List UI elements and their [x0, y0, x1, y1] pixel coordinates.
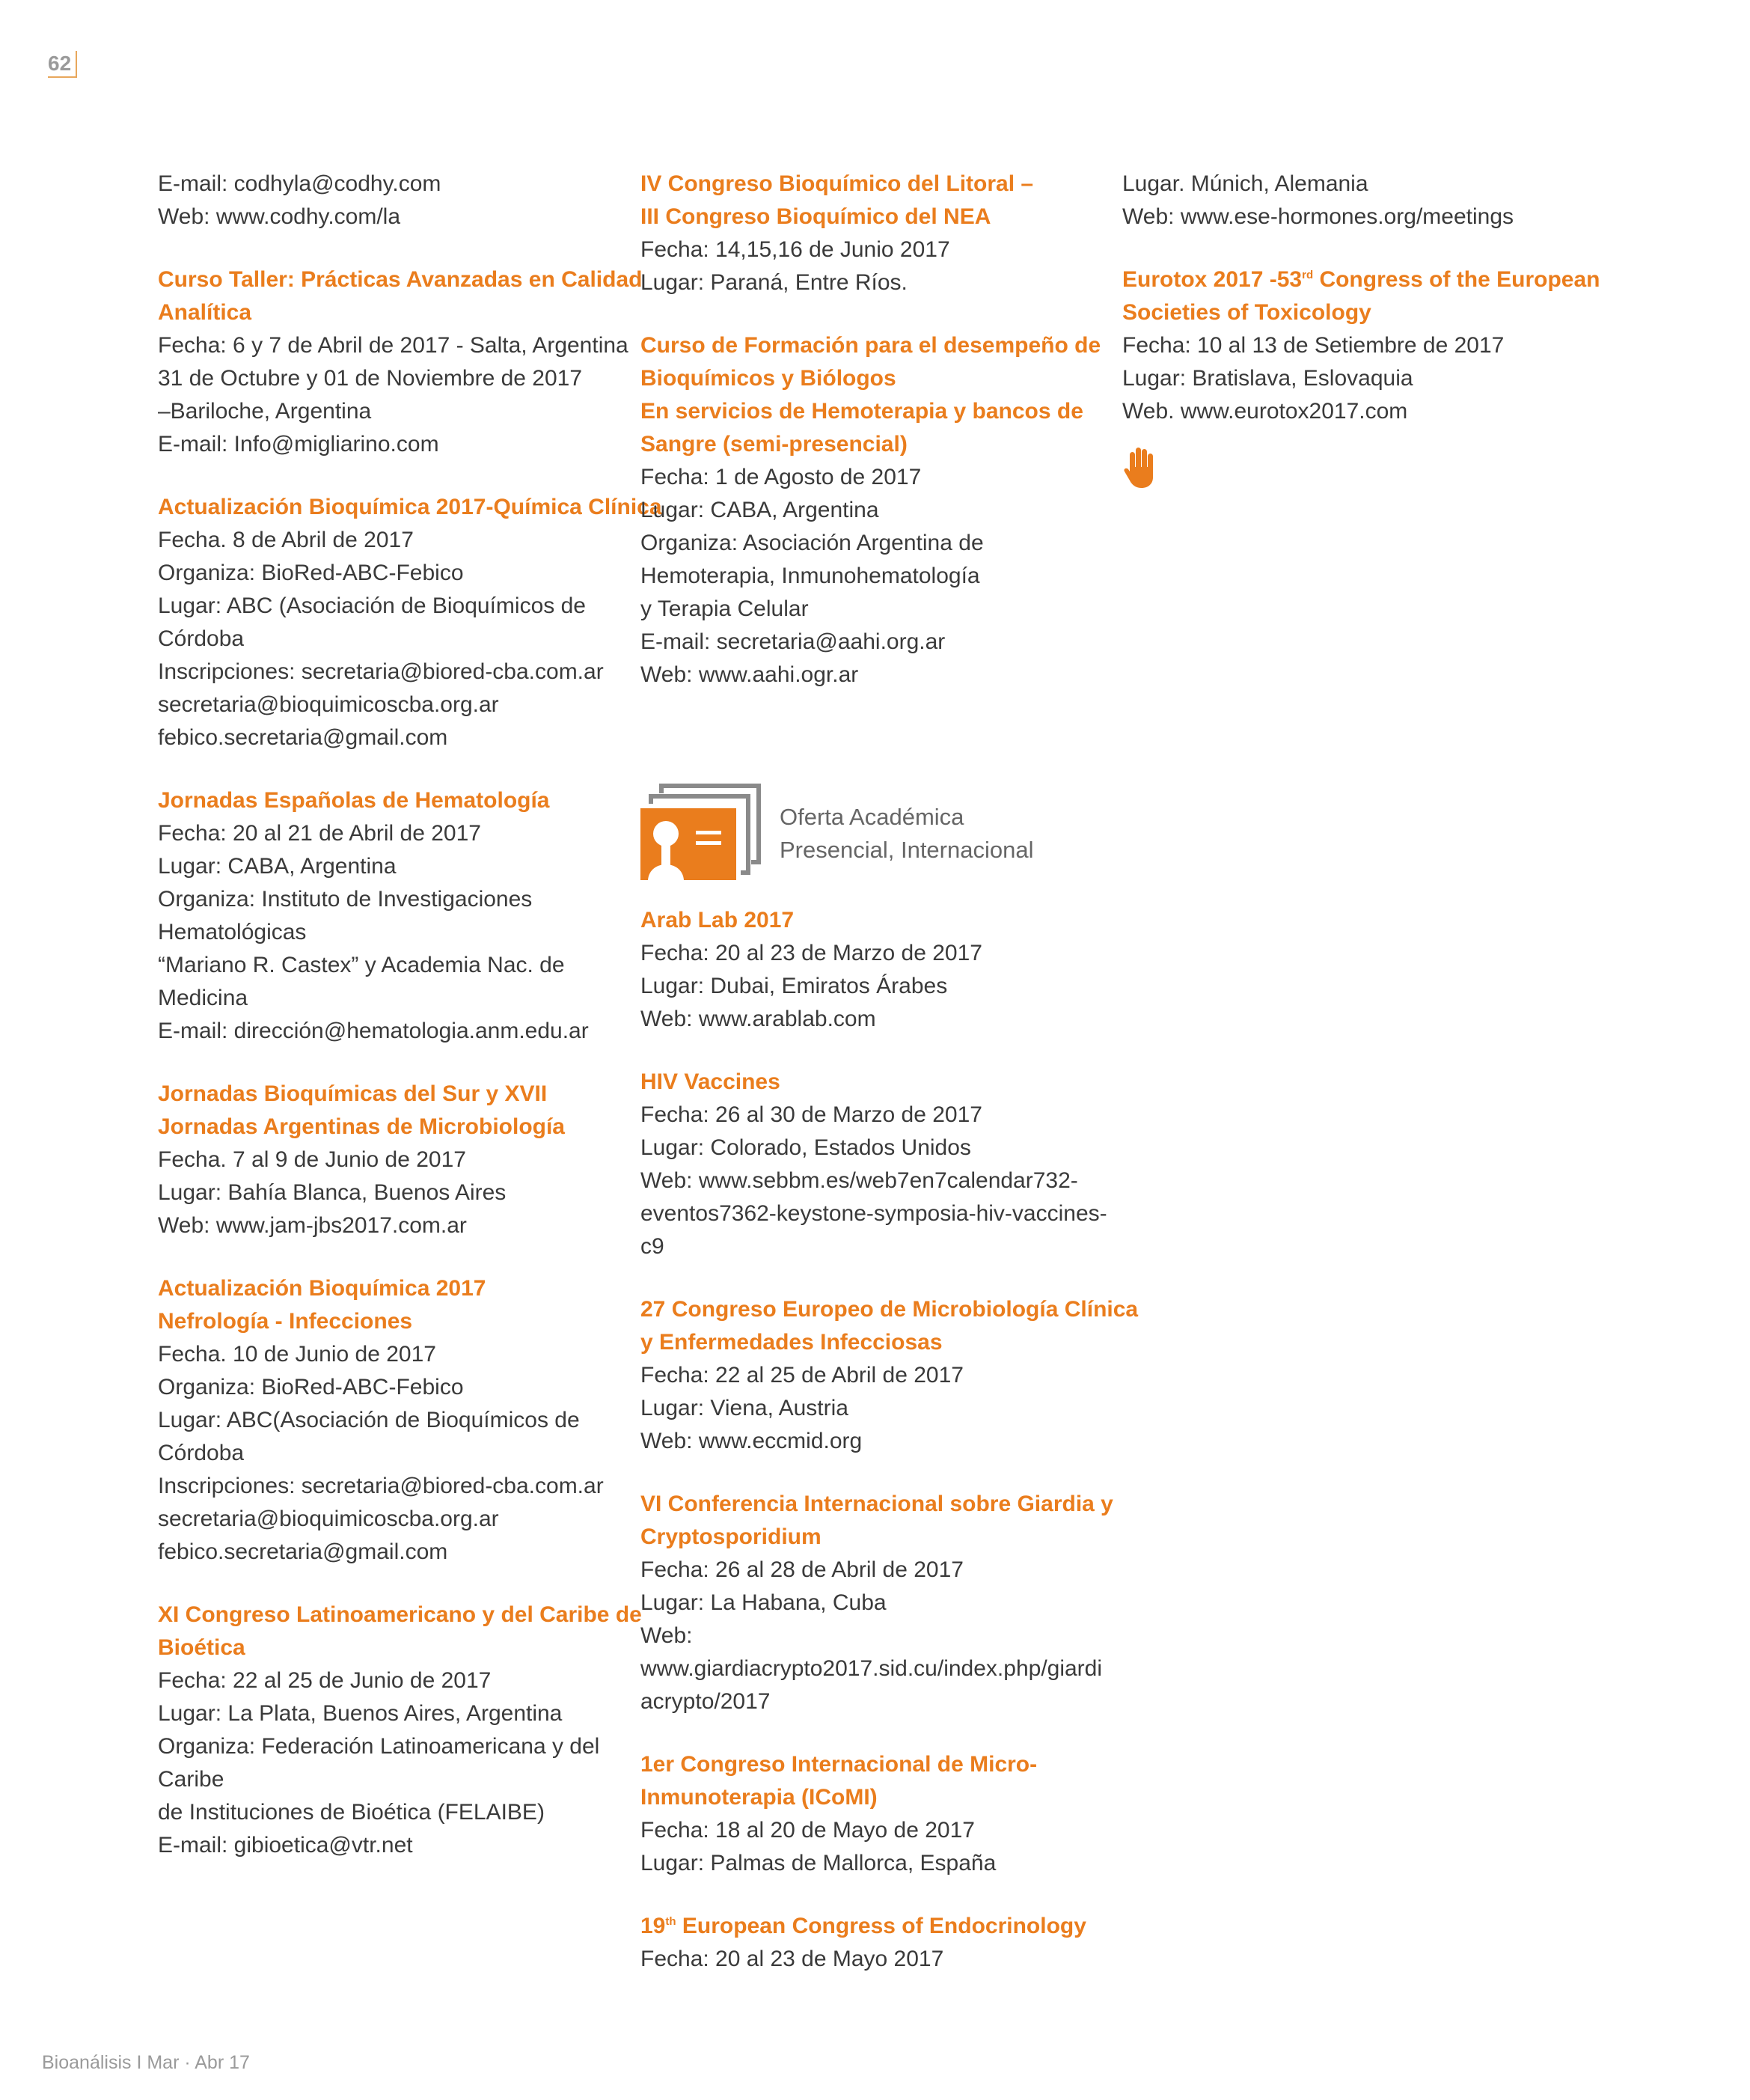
event-line: Web. www.eurotox2017.com — [1122, 399, 1408, 424]
ordinal-suffix: th — [665, 1915, 676, 1928]
event-title: HIV Vaccines — [640, 1069, 780, 1094]
event-line: Lugar. Múnich, Alemania — [1122, 171, 1368, 196]
event-line: Caribe — [158, 1767, 224, 1792]
event-title: Arab Lab 2017 — [640, 908, 795, 933]
event-title: III Congreso Bioquímico del NEA — [640, 204, 991, 229]
event-line: Medicina — [158, 986, 248, 1010]
event-line: Fecha: 26 al 28 de Abril de 2017 — [640, 1557, 964, 1582]
event-line: –Bariloche, Argentina — [158, 399, 372, 424]
event-line: Organiza: BioRed-ABC-Febico — [158, 1375, 464, 1400]
event-title — [640, 1910, 1119, 1943]
event-title: Inmunoterapia (ICoMI) — [640, 1785, 878, 1810]
event-line: Lugar: Paraná, Entre Ríos. — [640, 270, 908, 295]
event-line: Lugar: ABC (Asociación de Bioquímicos de — [158, 593, 586, 618]
event-title-text: Congress of the European — [1313, 267, 1600, 292]
event-line: E-mail: secretaria@aahi.org.ar — [640, 629, 946, 654]
event-entry — [158, 1599, 642, 1862]
event-line: febico.secretaria@gmail.com — [158, 1539, 448, 1564]
event-line: Lugar: La Plata, Buenos Aires, Argentina — [158, 1701, 563, 1726]
event-entry — [640, 1910, 1119, 1976]
event-entry — [1122, 263, 1601, 428]
event-title: Jornadas Bioquímicas del Sur y XVII — [158, 1081, 548, 1106]
event-line: Inscripciones: secretaria@biored-cba.com.ar — [158, 659, 604, 684]
event-title: Sangre (semi-presencial) — [640, 432, 908, 457]
event-line: Organiza: BioRed-ABC-Febico — [158, 561, 464, 585]
event-line: Web: www.ese-hormones.org/meetings — [1122, 204, 1514, 229]
event-line: E-mail: dirección@hematologia.anm.edu.ar — [158, 1019, 589, 1043]
column-right — [1122, 168, 1601, 493]
event-title: y Enfermedades Infecciosas — [640, 1330, 943, 1355]
event-line: Fecha. 10 de Junio de 2017 — [158, 1342, 436, 1367]
event-line: Córdoba — [158, 1441, 245, 1465]
event-line: Fecha: 6 y 7 de Abril de 2017 - Salta, Argentina — [158, 333, 628, 358]
event-entry — [640, 1066, 1119, 1263]
event-title: Actualización Bioquímica 2017 — [158, 1276, 486, 1301]
event-line: Fecha: 20 al 23 de Mayo 2017 — [640, 1947, 944, 1971]
event-line: www.giardiacrypto2017.sid.cu/index.php/giardi — [640, 1656, 1103, 1681]
event-line: Lugar: CABA, Argentina — [158, 854, 397, 879]
event-line: y Terapia Celular — [640, 596, 809, 621]
event-entry — [640, 1293, 1139, 1458]
event-line: Web: — [640, 1623, 693, 1648]
event-line: Fecha. 8 de Abril de 2017 — [158, 528, 414, 552]
event-title: Bioética — [158, 1635, 245, 1660]
event-title: En servicios de Hemoterapia y bancos de — [640, 399, 1083, 424]
event-line: acrypto/2017 — [640, 1689, 771, 1714]
event-entry — [1122, 168, 1601, 233]
event-entry — [158, 1078, 637, 1242]
section-subtitle: Presencial, Internacional — [780, 837, 1034, 863]
event-entry — [640, 168, 1119, 299]
event-entry — [640, 904, 1119, 1036]
event-entry — [158, 168, 637, 233]
event-line: E-mail: Info@migliarino.com — [158, 432, 439, 457]
event-title: Curso de Formación para el desempeño de — [640, 333, 1101, 358]
event-title-text: Eurotox 2017 -53 — [1122, 267, 1303, 292]
event-line: Lugar: Bahía Blanca, Buenos Aires — [158, 1180, 507, 1205]
event-line: 31 de Octubre y 01 de Noviembre de 2017 — [158, 366, 583, 391]
event-line: Organiza: Instituto de Investigaciones — [158, 887, 533, 912]
event-line: Fecha: 10 al 13 de Setiembre de 2017 — [1122, 333, 1505, 358]
event-line: Web: www.eccmid.org — [640, 1429, 863, 1453]
event-line: “Mariano R. Castex” y Academia Nac. de — [158, 953, 565, 977]
event-entry — [158, 784, 637, 1048]
event-title: Jornadas Españolas de Hematología — [158, 788, 550, 813]
event-title: Nefrología - Infecciones — [158, 1309, 413, 1334]
event-title: Jornadas Argentinas de Microbiología — [158, 1114, 565, 1139]
event-line: Web: www.arablab.com — [640, 1007, 876, 1031]
event-line: Fecha: 20 al 21 de Abril de 2017 — [158, 821, 481, 846]
event-title: Bioquímicos y Biólogos — [640, 366, 896, 391]
event-title: XI Congreso Latinoamericano y del Caribe de — [158, 1602, 642, 1627]
section-title: Oferta Académica — [780, 804, 964, 830]
footer-publication: Bioanálisis I Mar · Abr 17 — [42, 2052, 250, 2073]
page-number: 62 — [48, 51, 77, 78]
event-line: Organiza: Federación Latinoamericana y del — [158, 1734, 600, 1759]
event-entry — [158, 491, 662, 754]
event-line: Fecha: 1 de Agosto de 2017 — [640, 465, 922, 489]
event-line: Lugar: ABC(Asociación de Bioquímicos de — [158, 1408, 580, 1432]
hand-icon — [1122, 446, 1158, 489]
event-title: Cryptosporidium — [640, 1524, 822, 1549]
event-title: Analítica — [158, 300, 252, 325]
event-line: Inscripciones: secretaria@biored-cba.com.ar — [158, 1474, 604, 1498]
event-line: Lugar: Palmas de Mallorca, España — [640, 1851, 997, 1875]
event-line: Fecha: 22 al 25 de Abril de 2017 — [640, 1363, 964, 1388]
event-line: Lugar: Colorado, Estados Unidos — [640, 1135, 971, 1160]
event-line: Lugar: La Habana, Cuba — [640, 1590, 887, 1615]
event-title: 27 Congreso Europeo de Microbiología Clínica — [640, 1297, 1139, 1322]
event-line: Hematológicas — [158, 920, 307, 944]
event-title — [1122, 263, 1601, 296]
event-line: secretaria@bioquimicoscba.org.ar — [158, 692, 499, 717]
event-line: Web: www.sebbm.es/web7en7calendar732- — [640, 1168, 1078, 1193]
academic-certificate-icon — [640, 781, 768, 882]
event-line: de Instituciones de Bioética (FELAIBE) — [158, 1800, 545, 1825]
event-entry — [640, 1748, 1119, 1880]
event-entry — [158, 263, 643, 461]
event-line: febico.secretaria@gmail.com — [158, 725, 448, 750]
section-header-oferta-academica — [640, 781, 1119, 882]
event-line: secretaria@bioquimicoscba.org.ar — [158, 1507, 499, 1531]
event-line: Lugar: Dubai, Emiratos Árabes — [640, 974, 948, 998]
event-line: Lugar: Viena, Austria — [640, 1396, 848, 1420]
event-line: Fecha: 14,15,16 de Junio 2017 — [640, 237, 950, 262]
column-middle — [640, 168, 1139, 2006]
event-entry — [640, 1488, 1119, 1718]
event-title: VI Conferencia Internacional sobre Giardia y — [640, 1492, 1113, 1516]
event-line: Fecha: 26 al 30 de Marzo de 2017 — [640, 1102, 982, 1127]
event-title: IV Congreso Bioquímico del Litoral – — [640, 171, 1034, 196]
event-line: Fecha: 20 al 23 de Marzo de 2017 — [640, 941, 982, 965]
event-line: Organiza: Asociación Argentina de — [640, 531, 984, 555]
event-line: Web: www.aahi.ogr.ar — [640, 662, 859, 687]
event-line: Fecha. 7 al 9 de Junio de 2017 — [158, 1147, 466, 1172]
event-line: Lugar: Bratislava, Eslovaquia — [1122, 366, 1413, 391]
event-line: E-mail: codhyla@codhy.com — [158, 171, 441, 196]
event-line: Córdoba — [158, 626, 245, 651]
event-title: Curso Taller: Prácticas Avanzadas en Calidad — [158, 267, 643, 292]
section-heading — [780, 801, 1033, 867]
event-line: eventos7362-keystone-symposia-hiv-vaccines- — [640, 1201, 1107, 1226]
event-entry — [158, 1272, 637, 1569]
event-line: Fecha: 22 al 25 de Junio de 2017 — [158, 1668, 492, 1693]
ordinal-suffix: rd — [1302, 269, 1314, 281]
event-line: Lugar: CABA, Argentina — [640, 498, 879, 522]
event-line: Fecha: 18 al 20 de Mayo de 2017 — [640, 1818, 975, 1843]
event-title: Societies of Toxicology — [1122, 300, 1371, 325]
event-line: c9 — [640, 1234, 664, 1259]
event-line: Web: www.codhy.com/la — [158, 204, 401, 229]
event-entry — [640, 329, 1119, 692]
event-title: Actualización Bioquímica 2017-Química Clínica — [158, 495, 662, 519]
event-line: E-mail: gibioetica@vtr.net — [158, 1833, 413, 1858]
event-line: Hemoterapia, Inmunohematología — [640, 564, 980, 588]
event-title-text: 19 — [640, 1914, 666, 1938]
event-line: Web: www.jam-jbs2017.com.ar — [158, 1213, 467, 1238]
event-title: 1er Congreso Internacional de Micro- — [640, 1752, 1038, 1777]
event-title-text: European Congress of Endocrinology — [676, 1914, 1086, 1938]
